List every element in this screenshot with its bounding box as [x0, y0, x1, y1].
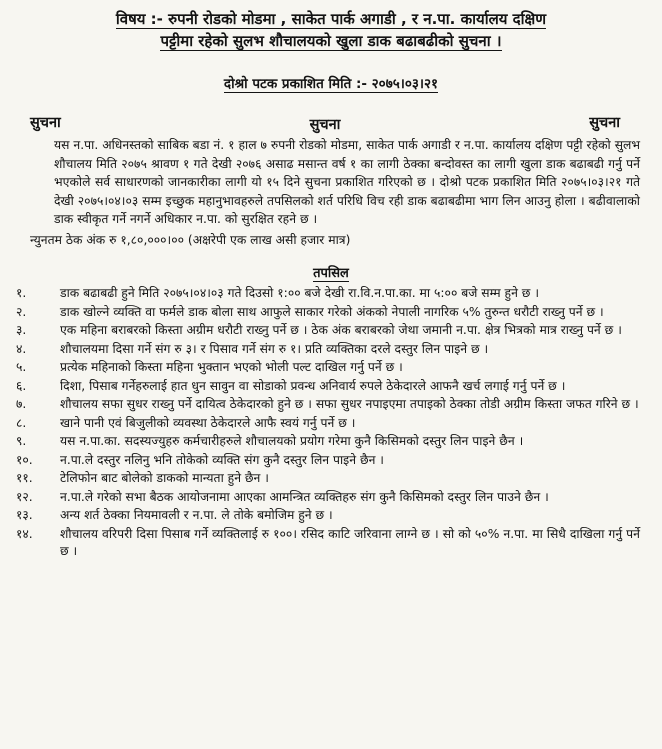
condition-text: शौचालय वरिपरी दिसा पिसाब गर्ने व्यक्तिलाई रु १००। रसिद काटि जरिवाना लाग्ने छ । सो को ५०% न.पा. मा सिधै दाखिला गर्नु पर्ने छ । — [60, 526, 640, 558]
subject-line-1: विषय :- रुपनी रोडको मोडमा , साकेत पार्क अगाडी , र न.पा. कार्यालय दक्षिण — [115, 10, 547, 28]
notice-labels-row — [14, 112, 648, 134]
condition-text: प्रत्येक महिनाको किस्ता महिना भुक्तान भएको भोली पल्ट दाखिल गर्नु पर्ने छ । — [60, 360, 403, 374]
condition-item — [14, 526, 640, 560]
subject-line-2: पट्टीमा रहेको सुलभ शौचालयको खुला डाक बढाबढीको सुचना । — [160, 32, 502, 50]
conditions-list — [14, 285, 648, 560]
notice-body-text: यस न.पा. अधिनस्तको साबिक बडा नं. १ हाल ७ रुपनी रोडको मोडमा, साकेत पार्क अगाडी र न.पा. कार्यालय दक्षिण पट्टी रहेको सुलभ शौचालय मिति २०७५ श्रावण १ गते देखी २०७६ असाढ मसान्त वर्ष १ का लागी ठेक्का बन्दोवस्त का लागी खुला डाक बढाबढी गर्नु पर्ने भएकोले सर्व साधारणको जानकारीका लागी यो १५ दिने सुचना प्रकाशित गरिएको छ । दोश्रो पटक प्रकाशित मिति २०७५।०३।२१ गते देखी २०७५।०४।०३ सम्म इच्छुक महानुभावहरुले तपसिलको शर्त परिधि विच रही डाक बढाबढीमा भाग लिन आउनु होला । बढीवालाको डाक स्वीकृत गर्ने नगर्ने अधिकार न.पा. को सुरक्षित रहने छ । — [54, 138, 640, 226]
condition-number: ८. — [16, 415, 27, 430]
condition-item — [14, 341, 640, 358]
condition-number: १४. — [16, 526, 33, 541]
condition-item — [14, 359, 640, 376]
notice-label-left: सुचना — [30, 115, 61, 131]
condition-item — [14, 489, 640, 506]
details-heading — [14, 263, 648, 281]
details-heading-text: तपसिल — [313, 266, 349, 281]
condition-item — [14, 378, 640, 395]
notice-subject — [14, 8, 648, 52]
condition-text: टेलिफोन बाट बोलेको डाकको मान्यता हुने छैन । — [60, 471, 269, 485]
condition-number: ९. — [16, 434, 27, 448]
condition-number: ५. — [16, 360, 27, 374]
condition-item — [14, 304, 640, 321]
condition-text: शौचालयमा दिसा गर्ने संग रु ३। र पिसाव गर्ने संग रु १। प्रति व्यक्तिका दरले दस्तुर लिन पाइने छ । — [60, 341, 489, 356]
condition-number: १. — [16, 286, 27, 300]
condition-item — [14, 470, 640, 487]
condition-item — [14, 285, 640, 302]
notice-body — [14, 136, 648, 229]
condition-number: ३. — [16, 323, 27, 337]
condition-item — [14, 452, 640, 469]
publication-date-text: दोश्रो पटक प्रकाशित मिति :- २०७५।०३।२१ — [223, 76, 439, 92]
condition-text: डाक खोल्ने व्यक्ति वा फर्मले डाक बोला साथ आफुले साकार गरेको अंकको नेपाली नागरिक ५% तुरुन्त धरौटी राख्नु पर्ने छ । — [60, 304, 604, 319]
condition-text: न.पा.ले गरेको सभा बैठक आयोजनामा आएका आमन्त्रित व्यक्तिहरु संग कुनै किसिमको दस्तुर लिन पाउने छैन । — [60, 489, 549, 504]
condition-number: ११. — [16, 471, 33, 485]
condition-number: ७. — [16, 397, 27, 411]
condition-text: खाने पानी एवं बिजुलीको व्यवस्था ठेकेदारले आफै स्वयं गर्नु पर्ने छ । — [60, 415, 356, 430]
condition-number: ४. — [16, 341, 27, 356]
condition-item — [14, 433, 640, 450]
condition-number: ६. — [16, 378, 27, 393]
condition-number: १३. — [16, 508, 33, 522]
notice-label-right: सुचना — [589, 115, 620, 131]
condition-item — [14, 396, 640, 413]
condition-number: २. — [16, 304, 27, 319]
condition-item — [14, 507, 640, 524]
condition-text: न.पा.ले दस्तुर नलिनु भनि तोकेको व्यक्ति संग कुनै दस्तुर लिन पाइने छैन । — [60, 452, 384, 467]
condition-text: डाक बढाबढी हुने मिति २०७५।०४।०३ गते दिउसो १:०० बजे देखी रा.वि.न.पा.का. मा ५:०० बजे सम्म हुने छ । — [60, 286, 540, 300]
condition-number: १०. — [16, 452, 33, 467]
publication-date — [14, 74, 648, 92]
condition-text: अन्य शर्त ठेक्का नियमावली र न.पा. ले तोके बमोजिम हुने छ । — [60, 508, 333, 522]
condition-text: एक महिना बराबरको किस्ता अग्रीम धरौटी राख्नु पर्ने छ । ठेक अंक बराबरको जेथा जमानी न.पा. क्षेत्र भित्रको मात्र राख्नु पर्ने छ । — [60, 323, 622, 337]
condition-text: शौचालय सफा सुधर राख्नु पर्ने दायित्व ठेकेदारको हुने छ । सफा सुधर नपाइएमा तपाइको ठेक्का तोडी अग्रीम किस्ता जफत गरिने छ । — [60, 397, 639, 411]
notice-label-center: सुचना — [309, 117, 341, 133]
condition-item — [14, 415, 640, 432]
condition-number: १२. — [16, 489, 33, 504]
condition-text: यस न.पा.का. सदस्यज्युहरु कर्मचारीहरुले शौचालयको प्रयोग गरेमा कुनै किसिमको दस्तुर लिन पाइने छैन । — [60, 434, 524, 448]
minimum-bid-amount: न्युनतम ठेक अंक रु १,८०,०००।०० (अक्षरेपी एक लाख असी हजार मात्र) — [30, 232, 351, 247]
condition-item — [14, 322, 640, 339]
condition-text: दिशा, पिसाब गर्नेहरुलाई हात धुन सावुन वा सोडाको प्रवन्ध अनिवार्य रुपले ठेकेदारले आफनै खर्च लगाई गर्नु पर्ने छ । — [60, 378, 566, 393]
